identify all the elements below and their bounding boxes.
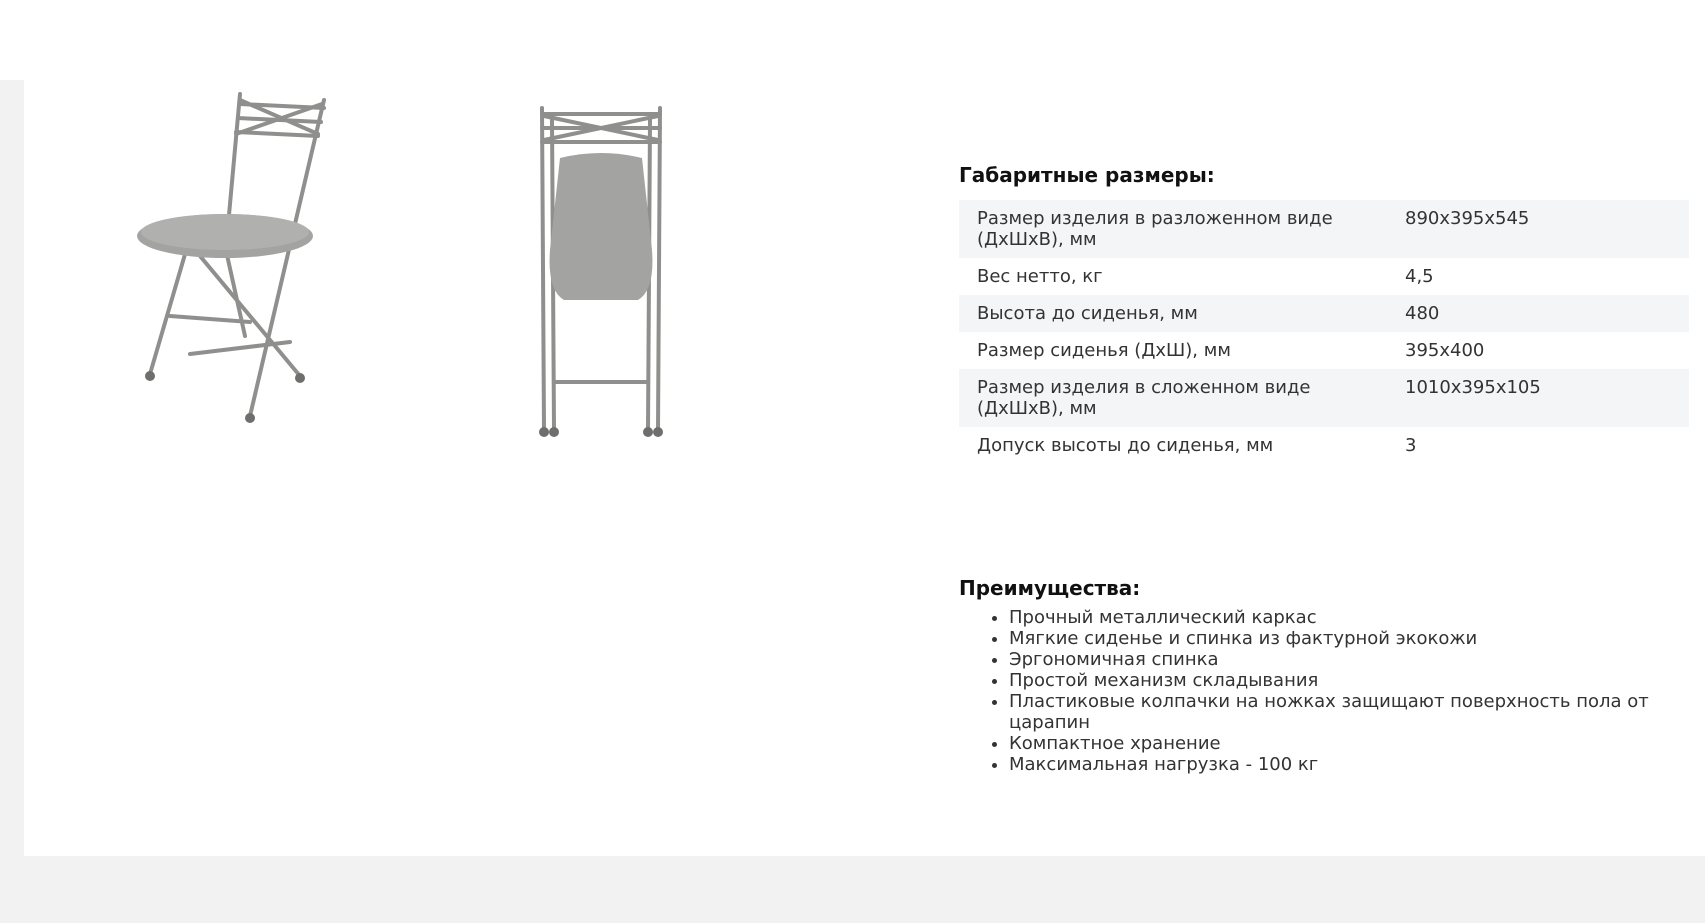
list-item: • Пластиковые колпачки на ножках защищают поверхность пола от царапин [1009,691,1689,733]
chair-side-image[interactable] [130,86,340,426]
spec-value: 890х395х545 [1375,200,1689,258]
list-item: • Простой механизм складывания [1009,670,1689,691]
spec-value: 3 [1405,435,1417,456]
list-item: • Мягкие сиденье и спинка из фактурной экокожи [1009,628,1689,649]
spec-label: Размер изделия в сложенном виде (ДхШхВ), мм [959,369,1375,427]
spec-label: Допуск высоты до сиденья, мм [977,435,1274,456]
list-item: • Максимальная нагрузка - 100 кг [1009,754,1689,775]
spec-label: Вес нетто, кг [977,266,1103,287]
table-row [959,332,1689,369]
spec-value: 395х400 [1405,340,1485,361]
advantages-title: Преимущества: [959,576,1141,600]
spec-label: Размер изделия в разложенном виде (ДхШхВ), мм [959,200,1375,258]
spec-label: Высота до сиденья, мм [959,295,1375,332]
table-row [959,427,1689,464]
advantages-section [959,575,1689,775]
page-background-left [0,80,24,857]
table-row [959,295,1689,332]
page-background-bottom [0,856,1705,923]
spec-value: 1010х395х105 [1375,369,1689,427]
spec-value: 4,5 [1405,266,1434,287]
table-row [959,369,1689,427]
list-item: • Эргономичная спинка [1009,649,1689,670]
spec-value: 480 [1375,295,1689,332]
advantages-list [959,607,1689,775]
spec-label: Размер сиденья (ДхШ), мм [977,340,1231,361]
dimensions-title: Габаритные размеры: [959,163,1215,187]
list-item: • Прочный металлический каркас [1009,607,1689,628]
table-row [959,200,1689,258]
chair-front-image[interactable] [520,100,680,440]
table-row [959,258,1689,295]
dimensions-table [959,200,1689,464]
list-item: • Компактное хранение [1009,733,1689,754]
dimensions-section [959,162,1689,464]
